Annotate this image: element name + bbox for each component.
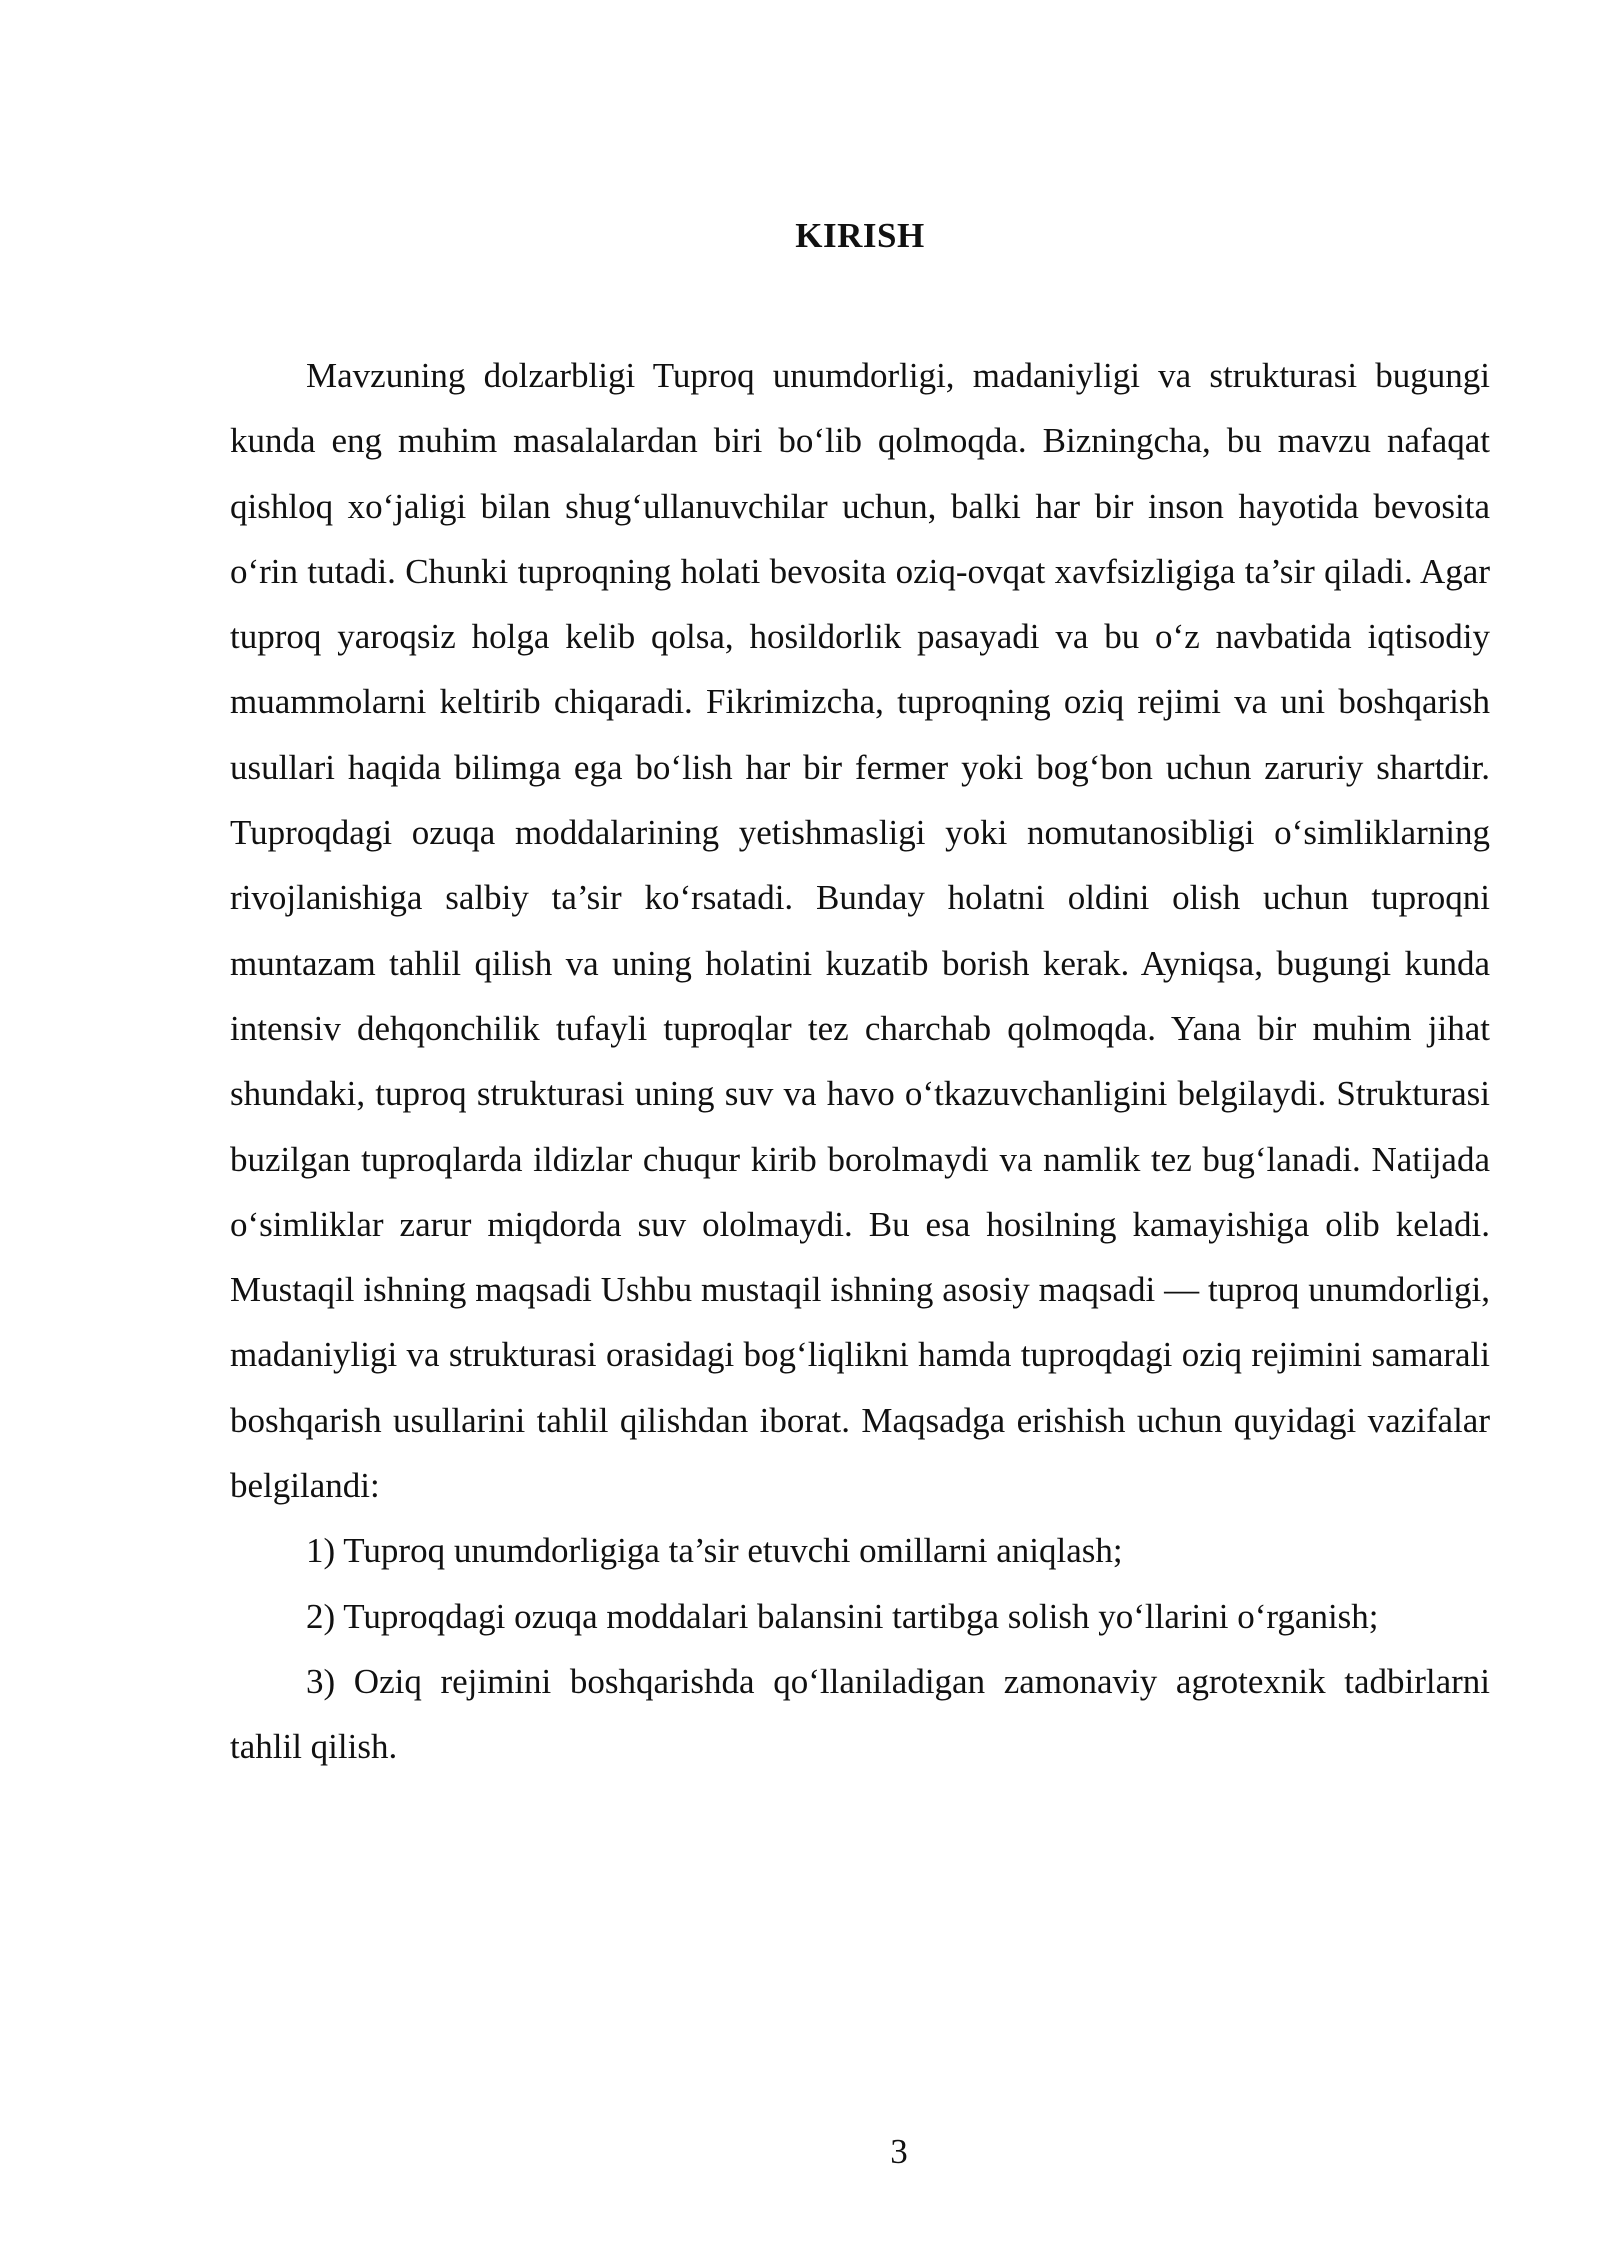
list-item-task-2: 2) Tuproqdagi ozuqa moddalari balansini tartibga solish yo‘llarini o‘rganish; (306, 1596, 1379, 1636)
list-item-task-1: 1) Tuproq unumdorligiga ta’sir etuvchi omillarni aniqlash; (306, 1531, 1123, 1571)
paragraph-intro: Mavzuning dolzarbligi Tuproq unumdorligi, madaniyligi va strukturasi bugungi kunda eng muhim masalalardan biri bo‘lib qolmoqda. Bizningcha, bu mavzu nafaqat qishloq xo‘jaligi bilan shug‘ullanuvchilar uchun, balki har bir inson hayotida bevosita o‘rin tutadi. Chunki tuproqning holati bevosita oziq-ovqat xavfsizligiga ta’sir qiladi. Agar tuproq yaroqsiz holga kelib qolsa, hosildorlik pasayadi va bu o‘z navbatida iqtisodiy muammolarni keltirib chiqaradi. Fikrimizcha, tuproqning oziq rejimi va uni boshqarish usullari haqida bilimga ega bo‘lish har bir fermer yoki bog‘bon uchun zaruriy shartdir. Tuproqdagi ozuqa moddalarining yetishmasligi yoki nomutanosibligi o‘simliklarning rivojlanishiga salbiy ta’sir ko‘rsatadi. Bunday holatni oldini olish uchun tuproqni muntazam tahlil qilish va uning holatini kuzatib borish kerak. Ayniqsa, bugungi kunda intensiv dehqonchilik tufayli tuproqlar tez charchab qolmoqda. Yana bir muhim jihat shundaki, tuproq strukturasi uning suv va havo o‘tkazuvchanligini belgilaydi. Strukturasi buzilgan tuproqlarda ildizlar chuqur kirib borolmaydi va namlik tez bug‘lanadi. Natijada o‘simliklar zarur miqdorda suv ololmaydi. Bu esa hosilning kamayishiga olib keladi. Mustaqil ishning maqsadi Ushbu mustaqil ishning asosiy maqsadi — tuproq unumdorligi, madaniyligi va strukturasi orasidagi bog‘liqlikni hamda tuproqdagi oziq rejimini samarali boshqarish usullarini tahlil qilishdan iborat. Maqsadga erishish uchun quyidagi vazifalar belgilandi: (230, 356, 1490, 1506)
section-title: KIRISH (795, 216, 925, 255)
list-item-task-3: 3) Oziq rejimini boshqarishda qo‘llaniladigan zamonaviy agrotexnik tadbirlarni tahlil qilish. (230, 1661, 1490, 1767)
body-text (230, 343, 1490, 1780)
page-number: 3 (890, 2132, 908, 2171)
